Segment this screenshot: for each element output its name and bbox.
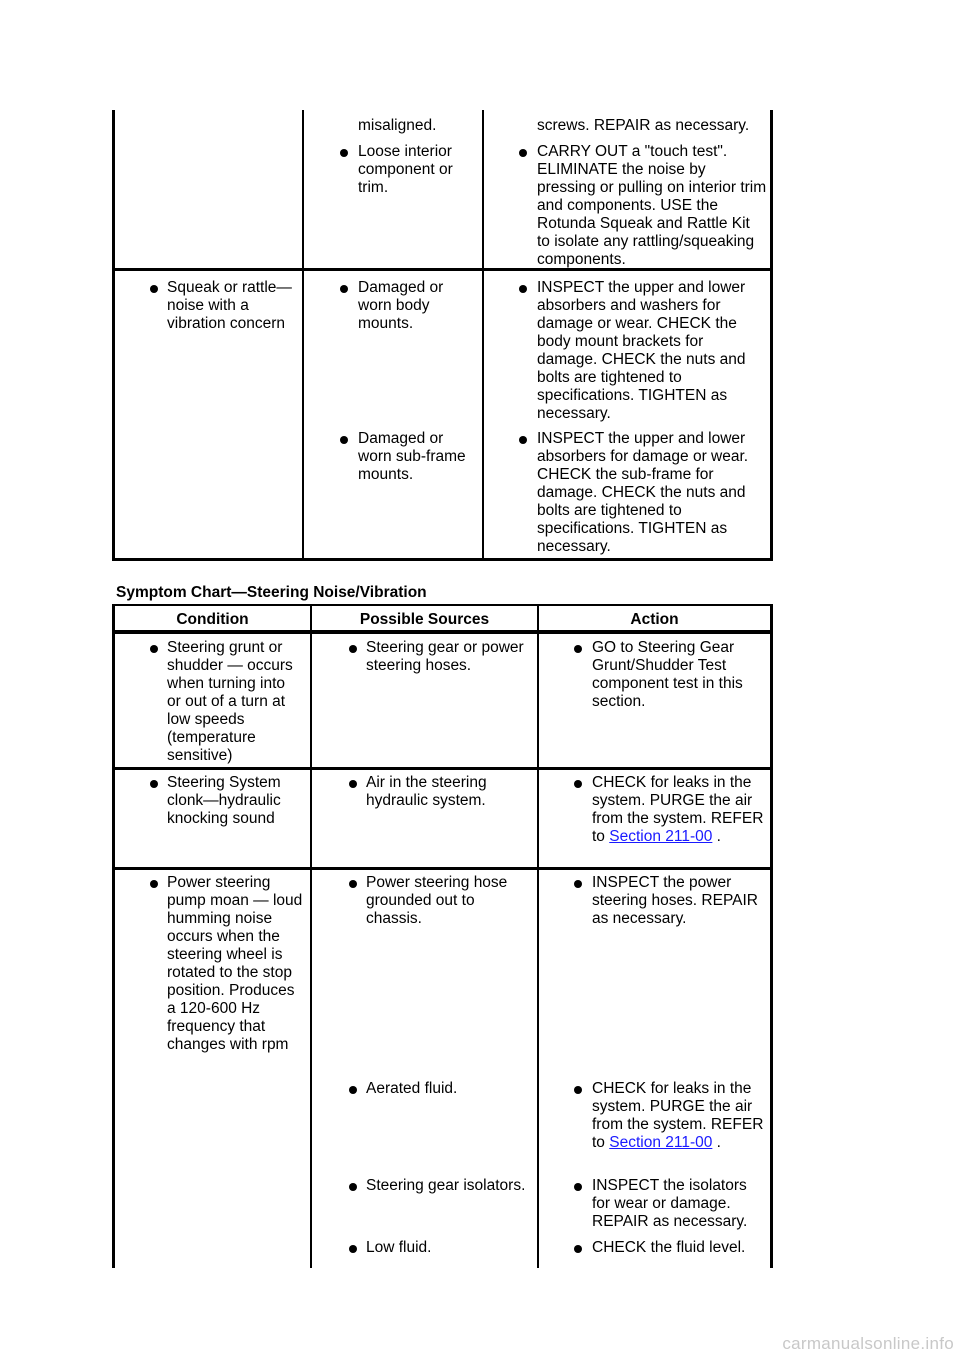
bullet-icon	[349, 1086, 357, 1094]
section-211-00-link[interactable]: Section 211-00	[609, 1134, 713, 1151]
source-text: Damaged or worn sub-frame mounts.	[358, 430, 466, 483]
bullet-icon	[349, 1183, 357, 1191]
action-text: CHECK for leaks in the system. PURGE the air from the system. REFER to Section 211-00 .	[592, 1080, 764, 1151]
bullet-icon	[349, 1245, 357, 1253]
bullet-icon	[150, 645, 158, 653]
column-header-possible-sources: Possible Sources	[359, 611, 490, 628]
source-text: Low fluid.	[366, 1239, 432, 1256]
bullet-icon	[574, 780, 582, 788]
bullet-icon	[340, 149, 348, 157]
bullet-icon	[574, 1086, 582, 1094]
table2-divider-1	[310, 604, 312, 1268]
bullet-icon	[349, 645, 357, 653]
action-text: screws. REPAIR as necessary.	[537, 117, 750, 134]
table2-row-divider-1	[112, 767, 773, 770]
action-text-prefix: CHECK for leaks in the system. PURGE the air from the system. REFER to	[592, 1080, 764, 1151]
table-caption: Symptom Chart—Steering Noise/Vibration	[116, 584, 427, 601]
source-text: Steering gear isolators.	[366, 1177, 526, 1194]
table2-border-top	[112, 604, 773, 606]
bullet-icon	[519, 436, 527, 444]
source-text: Steering gear or power steering hoses.	[366, 639, 524, 674]
bullet-icon	[340, 285, 348, 293]
source-text: Loose interior component or trim.	[358, 143, 453, 196]
condition-text: Power steering pump moan — loud humming noise occurs when the steering wheel is rotated to the stop position. Produces a 120-600 Hz frequency that changes with rpm	[167, 874, 303, 1053]
table1-divider-1	[302, 110, 304, 561]
action-text: INSPECT the upper and lower absorbers and washers for damage or wear. CHECK the body mount brackets for damage. CHECK the nuts and bolts are tightened to specifications. TIGHTEN as necessary.	[537, 279, 746, 422]
bullet-icon	[349, 880, 357, 888]
table2-border-right	[770, 604, 773, 1268]
bullet-icon	[150, 880, 158, 888]
bullet-icon	[574, 880, 582, 888]
action-text: INSPECT the power steering hoses. REPAIR as necessary.	[592, 874, 758, 927]
action-text: CHECK the fluid level.	[592, 1239, 746, 1256]
bullet-icon	[574, 1183, 582, 1191]
table2-header-divider	[112, 630, 773, 634]
section-211-00-link[interactable]: Section 211-00	[609, 828, 713, 845]
action-text: INSPECT the isolators for wear or damage. REPAIR as necessary.	[592, 1177, 748, 1230]
table2-border-left	[112, 604, 115, 1268]
bullet-icon	[574, 1245, 582, 1253]
table2-row-divider-2	[112, 867, 773, 870]
condition-text: Steering System clonk—hydraulic knocking sound	[167, 774, 281, 827]
watermark-text: carmanualsonline.info	[782, 1334, 954, 1353]
bullet-icon	[340, 436, 348, 444]
source-text: Air in the steering hydraulic system.	[366, 774, 487, 809]
source-text: misaligned.	[358, 117, 437, 134]
action-text: INSPECT the upper and lower absorbers for damage or wear. CHECK the sub-frame for damage. CHECK the nuts and bolts are tightened to specifications. TIGHTEN as necessary.	[537, 430, 749, 555]
bullet-icon	[519, 285, 527, 293]
table1-border-left	[112, 110, 115, 561]
action-text-prefix: CHECK for leaks in the system. PURGE the air from the system. REFER to	[592, 774, 764, 845]
column-header-condition: Condition	[176, 611, 249, 628]
action-text: CHECK for leaks in the system. PURGE the air from the system. REFER to Section 211-00 .	[592, 774, 764, 845]
bullet-icon	[349, 780, 357, 788]
table1-border-bottom	[112, 558, 773, 561]
bullet-icon	[574, 645, 582, 653]
action-text: CARRY OUT a "touch test". ELIMINATE the noise by pressing or pulling on interior trim and components. USE the Rotunda Squeak and Rattle Kit to isolate any rattling/squeaking components.	[537, 143, 767, 268]
bullet-icon	[519, 149, 527, 157]
condition-text: Steering grunt or shudder — occurs when turning into or out of a turn at low speeds (temperature sensitive)	[167, 639, 293, 764]
table2-divider-2	[537, 604, 539, 1268]
bullet-icon	[150, 780, 158, 788]
table1-divider-2	[482, 110, 484, 561]
table1-border-right	[770, 110, 773, 561]
source-text: Power steering hose grounded out to chassis.	[366, 874, 508, 927]
source-text: Aerated fluid.	[366, 1080, 458, 1097]
bullet-icon	[150, 285, 158, 293]
column-header-action: Action	[630, 611, 679, 628]
source-text: Damaged or worn body mounts.	[358, 279, 444, 332]
action-text: GO to Steering Gear Grunt/Shudder Test component test in this section.	[592, 639, 743, 710]
condition-text: Squeak or rattle—noise with a vibration concern	[167, 279, 292, 332]
